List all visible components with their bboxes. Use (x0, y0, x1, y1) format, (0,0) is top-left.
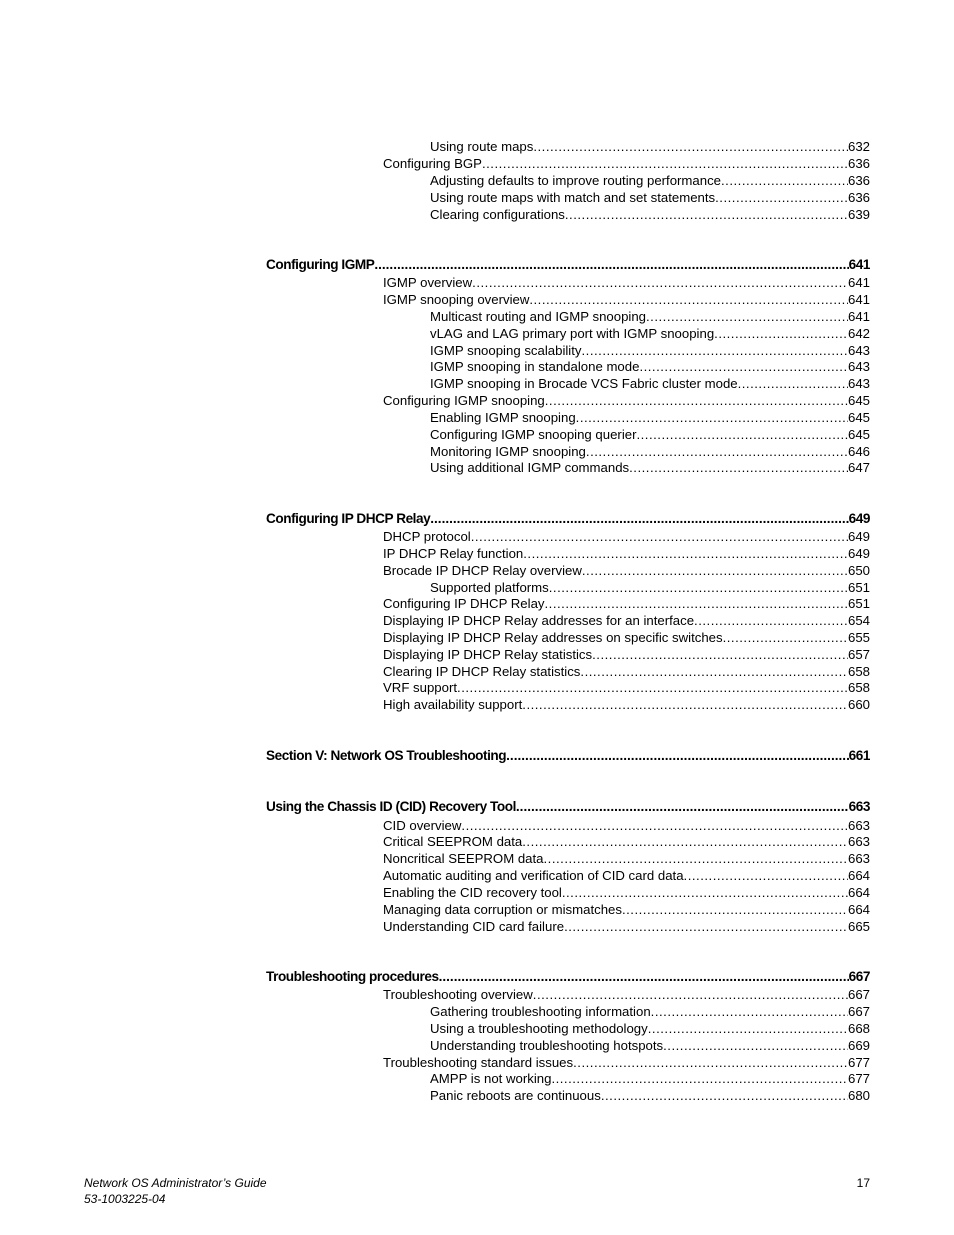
toc-entry-page-number: 669 (847, 1038, 870, 1053)
toc-entry-title: Managing data corruption or mismatches (383, 902, 622, 917)
toc-entry[interactable] (383, 867, 870, 884)
dot-leader (522, 833, 848, 850)
toc-entry[interactable] (430, 358, 870, 375)
toc-entry[interactable] (430, 172, 870, 189)
toc-entry[interactable] (383, 274, 870, 291)
toc-entry-title: Troubleshooting procedures (266, 969, 439, 984)
toc-entry[interactable] (383, 901, 870, 918)
dot-leader (533, 138, 848, 155)
toc-entry-page-number: 646 (847, 444, 870, 459)
dot-leader (529, 291, 848, 308)
dot-leader (629, 459, 848, 476)
toc-entry[interactable] (430, 443, 870, 460)
dot-leader (738, 375, 848, 392)
toc-entry[interactable] (383, 1054, 870, 1071)
toc-chapter-entry[interactable] (266, 747, 870, 764)
toc-entry-title: Gathering troubleshooting information (430, 1004, 651, 1019)
toc-entry-page-number: 650 (847, 563, 870, 578)
dot-leader (723, 629, 848, 646)
dot-leader (694, 612, 848, 629)
toc-entry-page-number: 661 (848, 748, 870, 763)
dot-leader (439, 968, 849, 985)
toc-entry-page-number: 641 (847, 309, 870, 324)
dot-leader (582, 562, 848, 579)
toc-entry[interactable] (430, 325, 870, 342)
toc-entry[interactable] (430, 189, 870, 206)
toc-entry-title: vLAG and LAG primary port with IGMP snooping (430, 326, 715, 341)
dot-leader (580, 663, 848, 680)
toc-entry-page-number: 663 (847, 851, 870, 866)
toc-entry-title: IP DHCP Relay function (383, 546, 524, 561)
toc-entry-title: Configuring IGMP snooping (383, 393, 545, 408)
dot-leader (461, 817, 848, 834)
toc-entry-title: IGMP snooping in Brocade VCS Fabric cluster mode (430, 376, 738, 391)
dot-leader (522, 696, 848, 713)
toc-entry-page-number: 655 (847, 630, 870, 645)
toc-entry-title: Troubleshooting overview (383, 987, 533, 1002)
dot-leader (592, 646, 848, 663)
toc-entry-title: DHCP protocol (383, 529, 471, 544)
toc-entry[interactable] (430, 1037, 870, 1054)
dot-leader (549, 579, 848, 596)
dot-leader (648, 1020, 848, 1037)
toc-entry-title: Configuring IGMP (266, 257, 375, 272)
toc-entry-title: IGMP overview (383, 275, 473, 290)
toc-entry-page-number: 645 (847, 393, 870, 408)
toc-entry-title: Using route maps (430, 139, 534, 154)
toc-entry-page-number: 641 (847, 292, 870, 307)
toc-entry[interactable] (383, 646, 870, 663)
toc-entry-title: Displaying IP DHCP Relay statistics (383, 647, 593, 662)
toc-entry-page-number: 643 (847, 376, 870, 391)
toc-entry-page-number: 668 (847, 1021, 870, 1036)
dot-leader (523, 545, 848, 562)
dot-leader (601, 1087, 848, 1104)
toc-entry-title: Automatic auditing and verification of CID card data (383, 868, 684, 883)
toc-entry[interactable] (383, 595, 870, 612)
toc-entry[interactable] (383, 817, 870, 834)
toc-entry-title: Supported platforms (430, 580, 549, 595)
toc-chapter-entry[interactable] (266, 798, 870, 815)
toc-entry-title: CID overview (383, 818, 462, 833)
dot-leader (471, 528, 848, 545)
dot-leader (564, 918, 848, 935)
toc-entry-page-number: 667 (848, 969, 870, 984)
dot-leader (639, 358, 848, 375)
toc-entry-title: Using route maps with match and set statements (430, 190, 716, 205)
toc-entry-title: Clearing IP DHCP Relay statistics (383, 664, 581, 679)
toc-entry-title: Configuring BGP (383, 156, 482, 171)
toc-entry-title: Enabling IGMP snooping (430, 410, 576, 425)
dot-leader (715, 189, 848, 206)
toc-entry-page-number: 664 (847, 885, 870, 900)
toc-entry-title: Critical SEEPROM data (383, 834, 523, 849)
toc-entry[interactable] (383, 850, 870, 867)
toc-entry[interactable] (430, 1087, 870, 1104)
toc-entry[interactable] (430, 579, 870, 596)
toc-entry[interactable] (383, 884, 870, 901)
toc-entry-page-number: 632 (847, 139, 870, 154)
toc-entry-page-number: 651 (847, 580, 870, 595)
toc-entry-page-number: 649 (847, 529, 870, 544)
dot-leader (573, 1054, 848, 1071)
toc-entry-title: Configuring IGMP snooping querier (430, 427, 637, 442)
toc-entry-title: Brocade IP DHCP Relay overview (383, 563, 582, 578)
toc-entry-page-number: 641 (847, 275, 870, 290)
toc-entry-page-number: 658 (847, 680, 870, 695)
dot-leader (586, 443, 848, 460)
toc-entry-title: Displaying IP DHCP Relay addresses for an interface (383, 613, 695, 628)
dot-leader (430, 510, 848, 527)
toc-entry-title: Panic reboots are continuous (430, 1088, 601, 1103)
toc-entry-page-number: 651 (847, 596, 870, 611)
toc-entry-title: Using additional IGMP commands (430, 460, 630, 475)
toc-entry-page-number: 658 (847, 664, 870, 679)
toc-entry[interactable] (430, 1020, 870, 1037)
toc-entry-page-number: 663 (848, 799, 870, 814)
toc-entry[interactable] (383, 918, 870, 935)
toc-entry-page-number: 667 (847, 1004, 870, 1019)
toc-entry-title: IGMP snooping scalability (430, 343, 582, 358)
dot-leader (582, 342, 848, 359)
toc-entry-title: Understanding troubleshooting hotspots (430, 1038, 664, 1053)
toc-entry[interactable] (383, 629, 870, 646)
dot-leader (545, 595, 848, 612)
dot-leader (636, 426, 848, 443)
dot-leader (545, 392, 848, 409)
toc-entry[interactable] (430, 1070, 870, 1087)
toc-entry[interactable] (430, 375, 870, 392)
toc-entry-title: Using the Chassis ID (CID) Recovery Tool (266, 799, 516, 814)
toc-entry-title: Noncritical SEEPROM data (383, 851, 544, 866)
toc-entry-page-number: 641 (848, 257, 870, 272)
toc-entry-title: Multicast routing and IGMP snooping (430, 309, 647, 324)
toc-entry[interactable] (430, 206, 870, 223)
dot-leader (622, 901, 848, 918)
toc-entry[interactable] (383, 528, 870, 545)
toc-entry[interactable] (383, 291, 870, 308)
footer-guide-title: Network OS Administrator’s Guide (84, 1176, 267, 1190)
dot-leader (562, 884, 848, 901)
toc-entry[interactable] (430, 138, 870, 155)
dot-leader (472, 274, 848, 291)
toc-entry-title: Troubleshooting standard issues (383, 1055, 574, 1070)
toc-entry-page-number: 636 (847, 156, 870, 171)
footer-doc-number: 53-1003225-04 (84, 1192, 166, 1206)
dot-leader (516, 798, 849, 815)
toc-entry[interactable] (383, 155, 870, 172)
toc-entry-title: IGMP snooping in standalone mode (430, 359, 640, 374)
toc-entry-title: Section V: Network OS Troubleshooting (266, 748, 507, 763)
toc-entry-page-number: 660 (847, 697, 870, 712)
dot-leader (551, 1070, 848, 1087)
toc-entry-title: Displaying IP DHCP Relay addresses on specific switches (383, 630, 723, 645)
toc-entry[interactable] (383, 392, 870, 409)
toc-entry-page-number: 663 (847, 834, 870, 849)
toc-chapter-entry[interactable] (266, 256, 870, 273)
toc-entry-page-number: 654 (847, 613, 870, 628)
dot-leader (721, 172, 848, 189)
dot-leader (457, 679, 848, 696)
toc-entry-title: Understanding CID card failure (383, 919, 565, 934)
toc-entry-page-number: 647 (847, 460, 870, 475)
toc-entry-page-number: 677 (847, 1071, 870, 1086)
toc-entry-title: High availability support (383, 697, 523, 712)
dot-leader (374, 256, 848, 273)
dot-leader (646, 308, 848, 325)
toc-entry[interactable] (383, 986, 870, 1003)
toc-entry-page-number: 657 (847, 647, 870, 662)
footer-left (84, 1175, 267, 1207)
dot-leader (714, 325, 848, 342)
toc-entry-page-number: 649 (847, 546, 870, 561)
toc-entry-page-number: 642 (847, 326, 870, 341)
toc-entry-page-number: 636 (847, 173, 870, 188)
toc-entry-page-number: 677 (847, 1055, 870, 1070)
footer-page-number: 17 (856, 1176, 870, 1190)
dot-leader (663, 1037, 848, 1054)
toc-entry-page-number: 664 (847, 868, 870, 883)
toc-entry[interactable] (430, 426, 870, 443)
toc-entry-page-number: 649 (848, 511, 870, 526)
toc-entry-title: Configuring IP DHCP Relay (383, 596, 545, 611)
toc-entry-page-number: 665 (847, 919, 870, 934)
toc-entry-title: Clearing configurations (430, 207, 565, 222)
toc-entry-page-number: 680 (847, 1088, 870, 1103)
toc-entry-title: IGMP snooping overview (383, 292, 530, 307)
toc-entry-title: VRF support (383, 680, 458, 695)
toc-entry-title: Configuring IP DHCP Relay (266, 511, 431, 526)
toc-entry-page-number: 645 (847, 427, 870, 442)
toc-entry-page-number: 667 (847, 987, 870, 1002)
toc-entry-page-number: 664 (847, 902, 870, 917)
toc-entry-page-number: 639 (847, 207, 870, 222)
toc-entry-page-number: 643 (847, 359, 870, 374)
toc-entry-page-number: 645 (847, 410, 870, 425)
dot-leader (506, 747, 849, 764)
toc-entry-page-number: 643 (847, 343, 870, 358)
toc-chapter-entry[interactable] (266, 968, 870, 985)
toc-entry[interactable] (430, 308, 870, 325)
dot-leader (482, 155, 848, 172)
dot-leader (576, 409, 848, 426)
dot-leader (533, 986, 848, 1003)
toc-entry-page-number: 663 (847, 818, 870, 833)
dot-leader (684, 867, 848, 884)
toc-entry-title: Adjusting defaults to improve routing performance (430, 173, 722, 188)
toc-entry[interactable] (383, 562, 870, 579)
toc-entry[interactable] (383, 612, 870, 629)
toc-entry-title: Using a troubleshooting methodology (430, 1021, 648, 1036)
toc-entry-title: AMPP is not working (430, 1071, 552, 1086)
toc-entry[interactable] (383, 679, 870, 696)
toc-entry[interactable] (383, 696, 870, 713)
toc-entry-title: Enabling the CID recovery tool (383, 885, 562, 900)
toc-entry[interactable] (383, 663, 870, 680)
toc-chapter-entry[interactable] (266, 510, 870, 527)
dot-leader (565, 206, 848, 223)
toc-entry[interactable] (430, 459, 870, 476)
toc-entry[interactable] (430, 342, 870, 359)
toc-entry-page-number: 636 (847, 190, 870, 205)
toc-entry[interactable] (430, 1003, 870, 1020)
toc-entry-title: Monitoring IGMP snooping (430, 444, 586, 459)
toc-entry[interactable] (383, 545, 870, 562)
toc-entry[interactable] (383, 833, 870, 850)
dot-leader (544, 850, 848, 867)
dot-leader (651, 1003, 848, 1020)
toc-entry[interactable] (430, 409, 870, 426)
